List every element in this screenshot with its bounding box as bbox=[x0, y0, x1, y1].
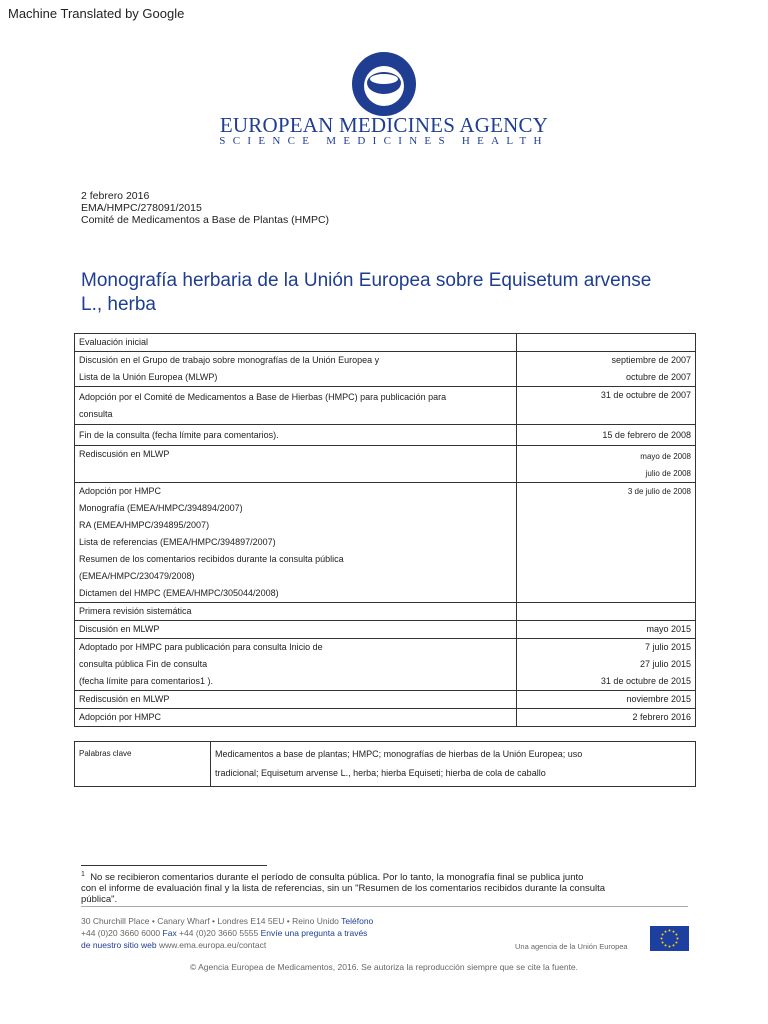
title-line: Monografía herbaria de la Unión Europea sobre Equisetum arvense bbox=[81, 270, 652, 291]
row-date: mayo 2015 bbox=[646, 624, 691, 634]
row-date: 15 de febrero de 2008 bbox=[602, 430, 691, 440]
table-row bbox=[75, 446, 696, 483]
row-label: Monografía (EMEA/HMPC/394894/2007) bbox=[79, 503, 243, 513]
table-row bbox=[75, 742, 696, 787]
title-line: L., herba bbox=[81, 294, 156, 315]
eu-agency-label: Una agencia de la Unión Europea bbox=[515, 942, 628, 951]
row-label: consulta pública Fin de consulta bbox=[79, 659, 208, 669]
table-row bbox=[75, 621, 696, 639]
website-link[interactable]: de nuestro sitio web bbox=[81, 940, 157, 950]
row-label: Adopción por HMPC bbox=[79, 486, 162, 496]
keywords-table bbox=[74, 741, 696, 787]
table-row bbox=[75, 352, 696, 387]
row-label: Discusión en MLWP bbox=[79, 624, 160, 634]
flag-star bbox=[662, 942, 664, 944]
row-label: Evaluación inicial bbox=[79, 337, 149, 347]
row-label: Rediscusión en MLWP bbox=[79, 449, 170, 459]
footer-fax: +44 (0)20 3660 5555 bbox=[179, 928, 259, 938]
keywords-line: Medicamentos a base de plantas; HMPC; monografías de hierbas de la Unión Europea; uso bbox=[215, 749, 583, 759]
procedure-history-table bbox=[74, 333, 696, 727]
committee-name: Comité de Medicamentos a Base de Plantas (HMPC) bbox=[81, 214, 330, 226]
document-reference: EMA/HMPC/278091/2015 bbox=[81, 202, 202, 214]
eu-flag-icon bbox=[650, 926, 689, 951]
document-date: 2 febrero 2016 bbox=[81, 190, 150, 202]
row-label: Fin de la consulta (fecha límite para comentarios). bbox=[79, 430, 279, 440]
footnote-divider bbox=[81, 865, 267, 866]
row-label: Primera revisión sistemática bbox=[79, 606, 192, 616]
footnote-text: pública". bbox=[81, 894, 118, 906]
row-date: mayo de 2008 bbox=[640, 452, 691, 461]
row-date: 3 de julio de 2008 bbox=[627, 487, 691, 496]
row-date: 31 de octubre de 2007 bbox=[600, 390, 691, 400]
footer-address: 30 Churchill Place • Canary Wharf • Londres E14 5EU • Reino Unido bbox=[81, 916, 339, 926]
row-label: (fecha límite para comentarios1 ). bbox=[79, 676, 214, 686]
row-label: Discusión en el Grupo de trabajo sobre monografías de la Unión Europea y bbox=[79, 355, 380, 365]
machine-translation-banner: Machine Translated by Google bbox=[8, 6, 185, 21]
ema-logo bbox=[352, 52, 416, 116]
flag-star bbox=[673, 931, 675, 933]
row-label: Lista de referencias (EMEA/HMPC/394897/2007) bbox=[79, 537, 276, 547]
flag-star bbox=[665, 944, 667, 946]
row-label: Adoptado por HMPC para publicación para consulta Inicio de bbox=[79, 642, 323, 652]
table-row bbox=[75, 425, 696, 446]
row-label: Rediscusión en MLWP bbox=[79, 694, 170, 704]
table-row bbox=[75, 387, 696, 425]
footer-divider bbox=[81, 906, 688, 907]
table-row bbox=[75, 603, 696, 621]
row-date: octubre de 2007 bbox=[625, 372, 691, 382]
table-row bbox=[75, 334, 696, 352]
row-date: 7 julio 2015 bbox=[644, 642, 691, 652]
footnote bbox=[81, 869, 641, 905]
flag-star bbox=[673, 944, 675, 946]
row-label: RA (EMEA/HMPC/394895/2007) bbox=[79, 520, 210, 530]
row-date: 27 julio 2015 bbox=[639, 659, 691, 669]
copyright-notice: © Agencia Europea de Medicamentos, 2016. Se autoriza la reproducción siempre que se cite la fuente. bbox=[189, 962, 579, 972]
agency-tagline: SCIENCE MEDICINES HEALTH bbox=[219, 135, 549, 147]
flag-star bbox=[675, 934, 677, 936]
enquiry-link[interactable]: Envíe una pregunta a través bbox=[260, 928, 368, 938]
footer-contact bbox=[81, 915, 373, 951]
row-label: Dictamen del HMPC (EMEA/HMPC/305044/2008) bbox=[79, 588, 279, 598]
flag-star bbox=[662, 934, 664, 936]
flag-star bbox=[669, 930, 671, 932]
flag-star bbox=[669, 946, 671, 948]
table-row bbox=[75, 709, 696, 727]
row-label: consulta bbox=[79, 409, 113, 419]
keywords-label: Palabras clave bbox=[75, 742, 211, 787]
row-date: 31 de octubre de 2015 bbox=[600, 676, 691, 686]
footnote-number: 1 bbox=[81, 871, 85, 878]
document-title bbox=[81, 269, 701, 317]
flag-star bbox=[665, 931, 667, 933]
row-date: julio de 2008 bbox=[645, 469, 691, 478]
row-label: (EMEA/HMPC/230479/2008) bbox=[79, 571, 195, 581]
agency-name: EUROPEAN MEDICINES AGENCY bbox=[219, 113, 549, 137]
row-date: septiembre de 2007 bbox=[611, 355, 691, 365]
keywords-line: tradicional; Equisetum arvense L., herba; hierba Equiseti; hierba de cola de caballo bbox=[215, 768, 546, 778]
row-date: 2 febrero 2016 bbox=[632, 712, 691, 722]
table-row bbox=[75, 639, 696, 691]
table-row bbox=[75, 483, 696, 603]
footnote-text: No se recibieron comentarios durante el período de consulta pública. Por lo tanto, la monografía final se publica junto bbox=[90, 872, 584, 884]
row-date: noviembre 2015 bbox=[626, 694, 691, 704]
keywords-value bbox=[211, 742, 696, 787]
row-label: Resumen de los comentarios recibidos durante la consulta pública bbox=[79, 554, 344, 564]
phone-label: Teléfono bbox=[341, 916, 374, 926]
fax-label: Fax bbox=[162, 928, 177, 938]
row-label: Adopción por el Comité de Medicamentos a Base de Hierbas (HMPC) para publicación para bbox=[79, 392, 447, 402]
row-label: Lista de la Unión Europea (MLWP) bbox=[79, 372, 218, 382]
footer-phone: +44 (0)20 3660 6000 bbox=[81, 928, 161, 938]
table-row bbox=[75, 691, 696, 709]
footnote-text: con el informe de evaluación final y la lista de referencias, sin un "Resumen de los comentarios recibidos durante la consulta bbox=[81, 883, 606, 895]
flag-star bbox=[661, 938, 663, 940]
flag-star bbox=[677, 938, 679, 940]
flag-star bbox=[675, 942, 677, 944]
row-label: Adopción por HMPC bbox=[79, 712, 162, 722]
contact-url[interactable]: www.ema.europa.eu/contact bbox=[158, 940, 267, 950]
